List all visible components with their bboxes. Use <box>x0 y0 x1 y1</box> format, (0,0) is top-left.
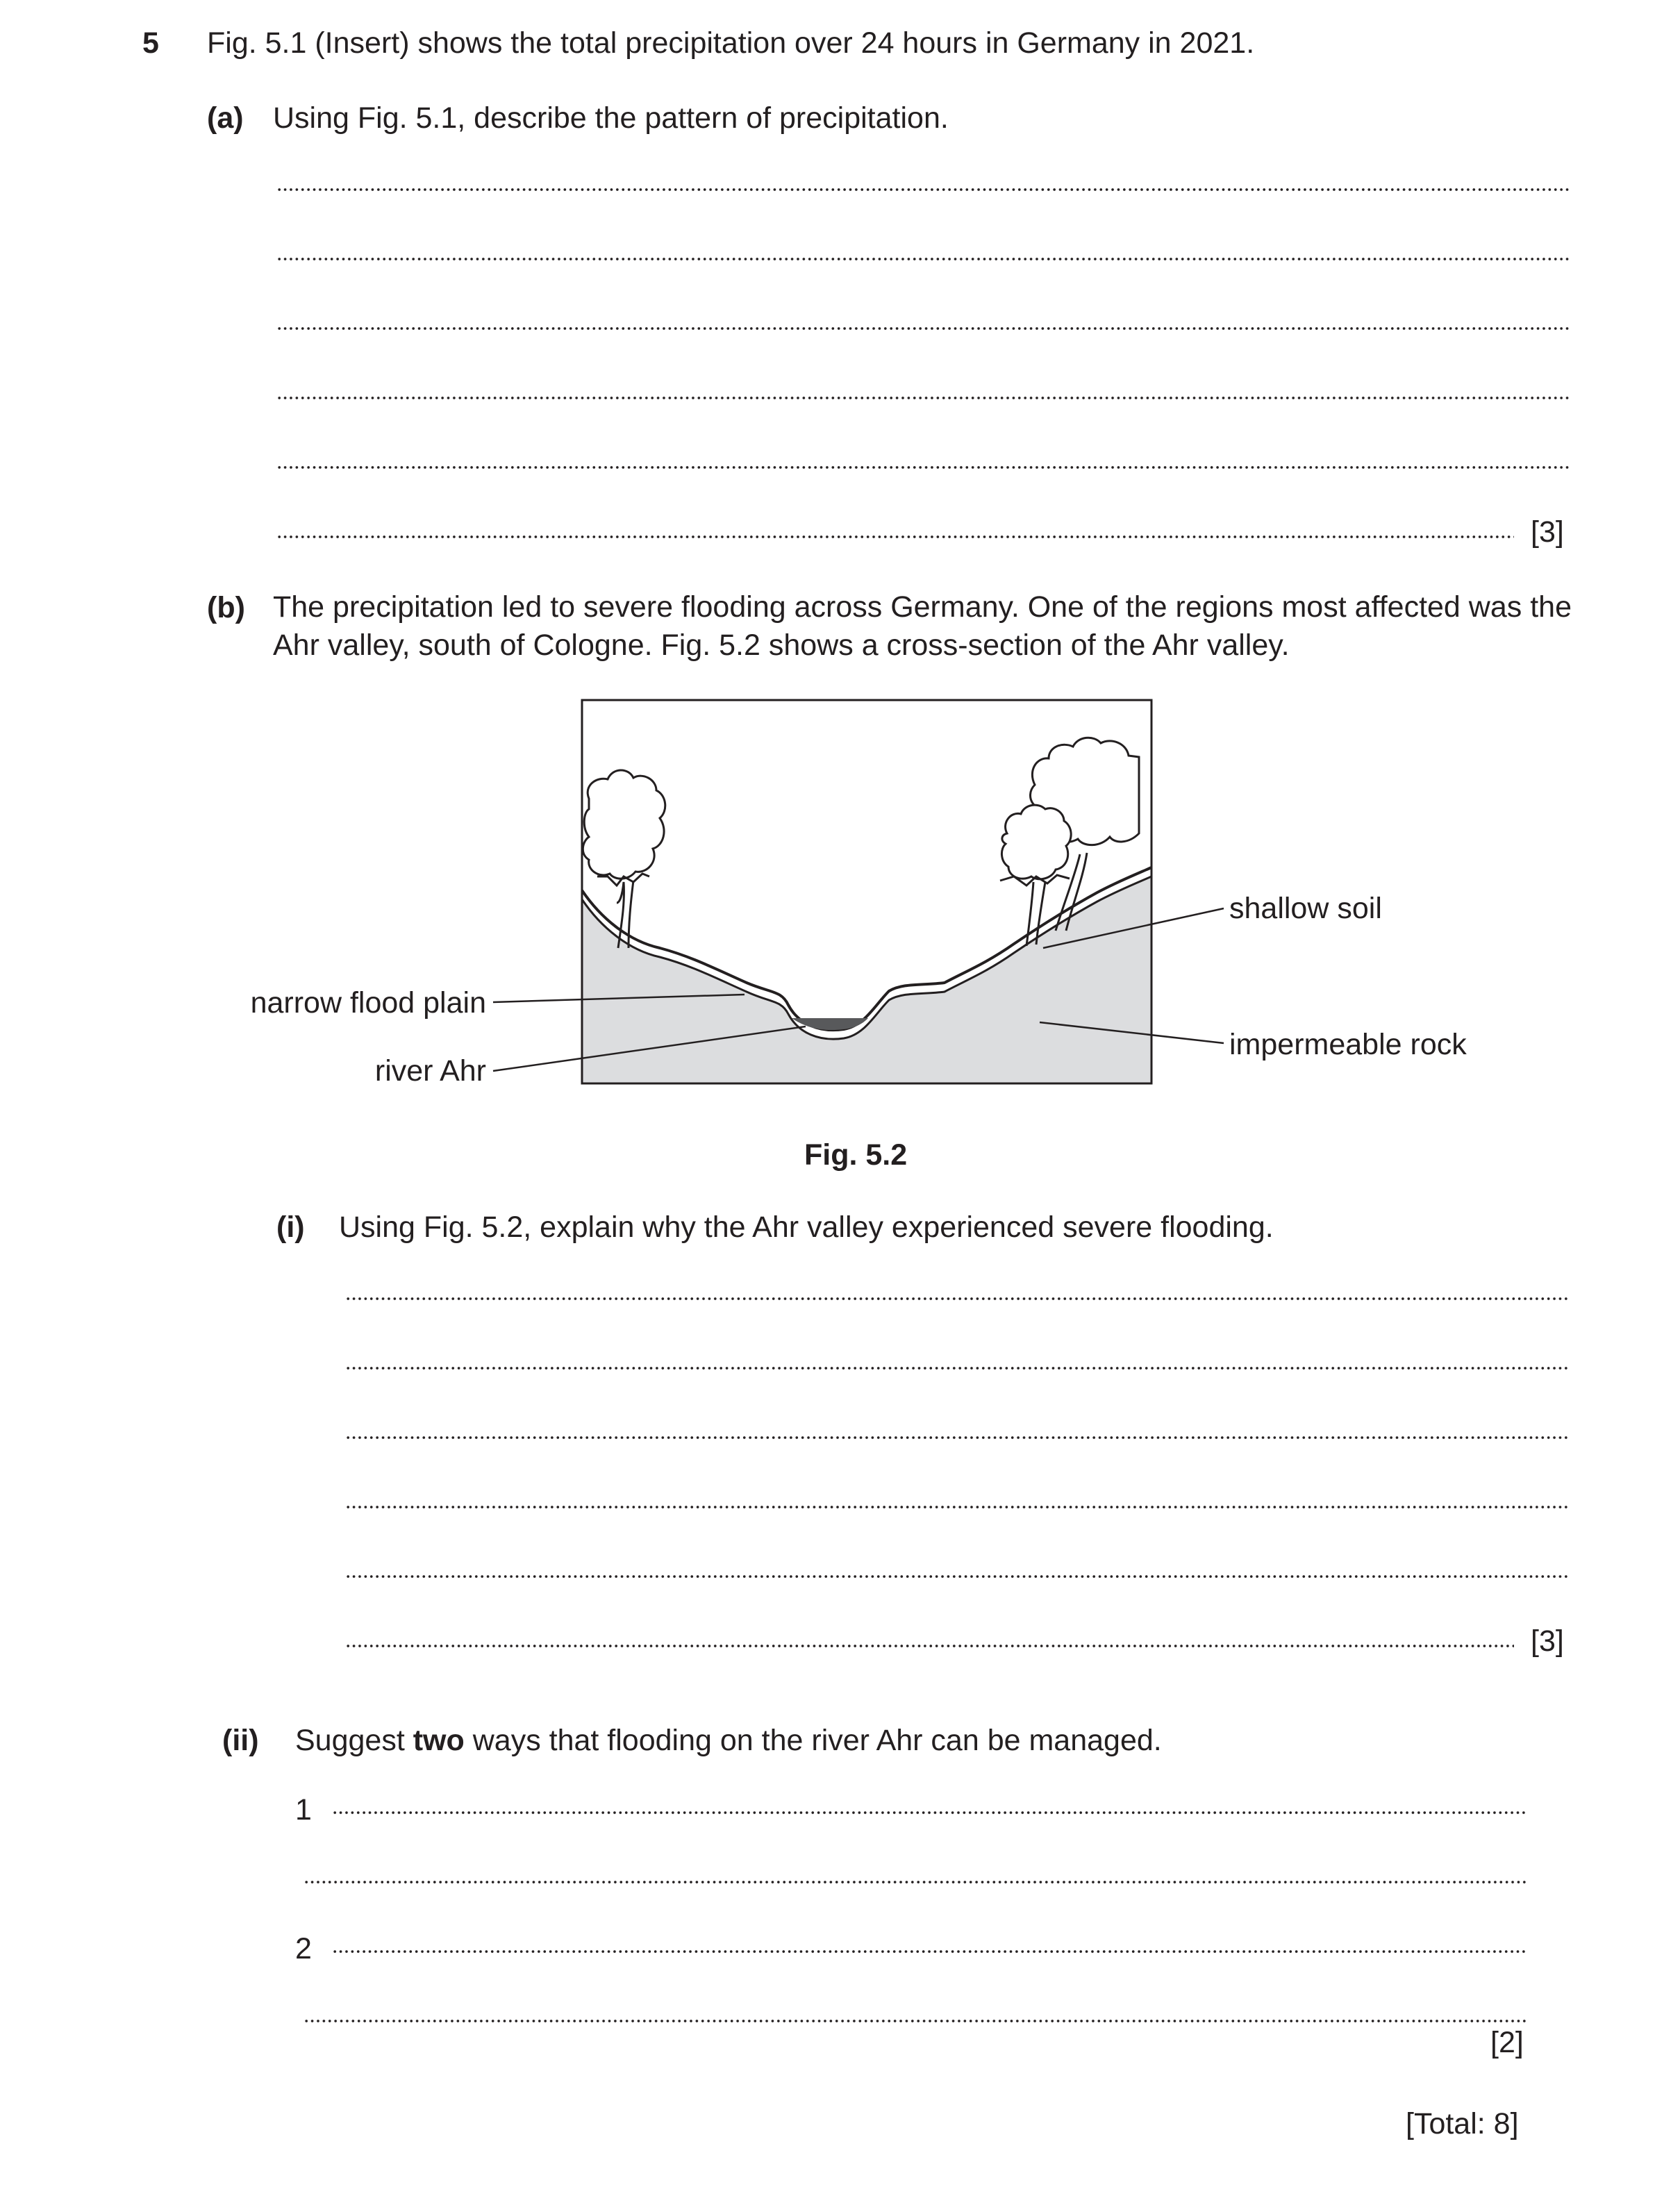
answer-item-2-number: 2 <box>295 1932 312 1965</box>
part-b-ii-prompt: Suggest two ways that flooding on the river Ahr can be managed. <box>295 1724 1162 1757</box>
impermeable-rock-layer <box>582 876 1151 1083</box>
label-impermeable-rock: impermeable rock <box>1229 1028 1467 1061</box>
river-channel <box>792 1018 868 1030</box>
answer-line[interactable] <box>345 1366 1570 1370</box>
part-b-label: (b) <box>207 591 245 624</box>
part-b-text: The precipitation led to severe flooding across Germany. One of the regions most affected was the Ahr valley, south of Cologne. Fig. 5.2 shows a cross-section of the Ahr valley. <box>273 590 1572 662</box>
part-a-label: (a) <box>207 101 244 135</box>
answer-item-1-number: 1 <box>295 1793 312 1827</box>
label-shallow-soil: shallow soil <box>1229 892 1382 925</box>
answer-line[interactable] <box>303 1880 1527 1884</box>
part-a-prompt: Using Fig. 5.1, describe the pattern of precipitation. <box>273 101 949 135</box>
answer-line[interactable] <box>332 1949 1527 1954</box>
label-flood-plain: narrow flood plain <box>250 986 486 1020</box>
part-b-i-marks: [3] <box>1531 1624 1564 1658</box>
answer-line[interactable] <box>345 1644 1514 1648</box>
answer-line[interactable] <box>345 1297 1570 1301</box>
answer-line[interactable] <box>332 1811 1527 1815</box>
part-b-i-label: (i) <box>276 1211 305 1244</box>
total-marks: [Total: 8] <box>1406 2107 1519 2140</box>
question-intro: Fig. 5.1 (Insert) shows the total precipitation over 24 hours in Germany in 2021. <box>207 26 1255 60</box>
label-river: river Ahr <box>374 1054 486 1088</box>
part-b-ii-label: (ii) <box>222 1724 259 1757</box>
answer-line[interactable] <box>303 2019 1527 2023</box>
figure-caption: Fig. 5.2 <box>804 1138 908 1172</box>
part-b-ii-marks: [2] <box>1490 2026 1524 2059</box>
answer-line[interactable] <box>345 1505 1570 1509</box>
answer-line[interactable] <box>345 1574 1570 1579</box>
part-b-i-prompt: Using Fig. 5.2, explain why the Ahr valley experienced severe flooding. <box>339 1211 1274 1244</box>
answer-line[interactable] <box>345 1436 1570 1440</box>
question-number: 5 <box>142 26 159 60</box>
part-a-marks: [3] <box>1531 515 1564 549</box>
